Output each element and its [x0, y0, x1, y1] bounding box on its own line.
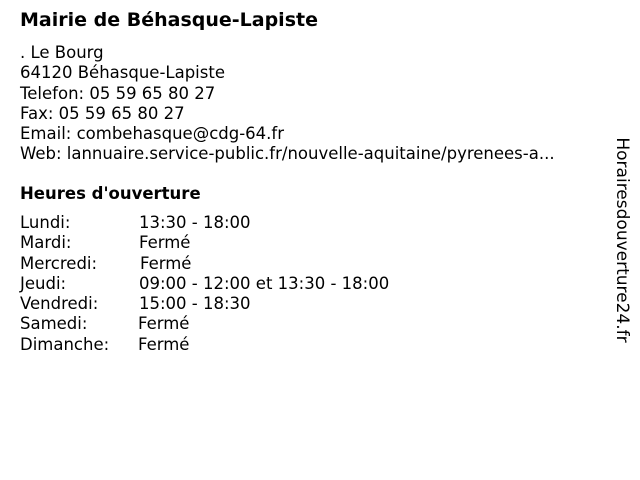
phone-number: Telefon: 05 59 65 80 27: [20, 83, 216, 103]
day-label: Vendredi:: [20, 294, 99, 314]
day-hours: Fermé: [138, 314, 190, 334]
day-label: Mardi:: [20, 233, 72, 253]
day-label: Lundi:: [20, 213, 71, 232]
address-street: . Le Bourg: [20, 43, 104, 62]
day-hours: 13:30 - 18:00: [139, 213, 251, 232]
email-address: Email: combehasque@cdg-64.fr: [20, 124, 284, 144]
day-hours: Fermé: [140, 253, 192, 273]
day-label: Mercredi:: [20, 253, 98, 273]
day-hours: Fermé: [139, 233, 191, 253]
opening-hours-heading: Heures d'ouverture: [20, 184, 201, 203]
day-hours: 09:00 - 12:00 et 13:30 - 18:00: [139, 273, 390, 293]
day-label: Dimanche:: [20, 334, 110, 354]
day-hours: Fermé: [138, 334, 190, 354]
site-watermark: Horairesdouverture24.fr: [612, 137, 632, 343]
page-title: Mairie de Béhasque-Lapiste: [20, 9, 318, 31]
fax-number: Fax: 05 59 65 80 27: [20, 103, 185, 123]
address-city: 64120 Béhasque-Lapiste: [20, 63, 225, 83]
day-label: Jeudi:: [20, 273, 67, 293]
contact-info: [20, 43, 555, 165]
day-label: Samedi:: [20, 314, 88, 334]
website-url: Web: lannuaire.service-public.fr/nouvelle-aquitaine/pyrenees-a...: [20, 144, 555, 164]
day-hours: 15:00 - 18:30: [139, 294, 251, 314]
